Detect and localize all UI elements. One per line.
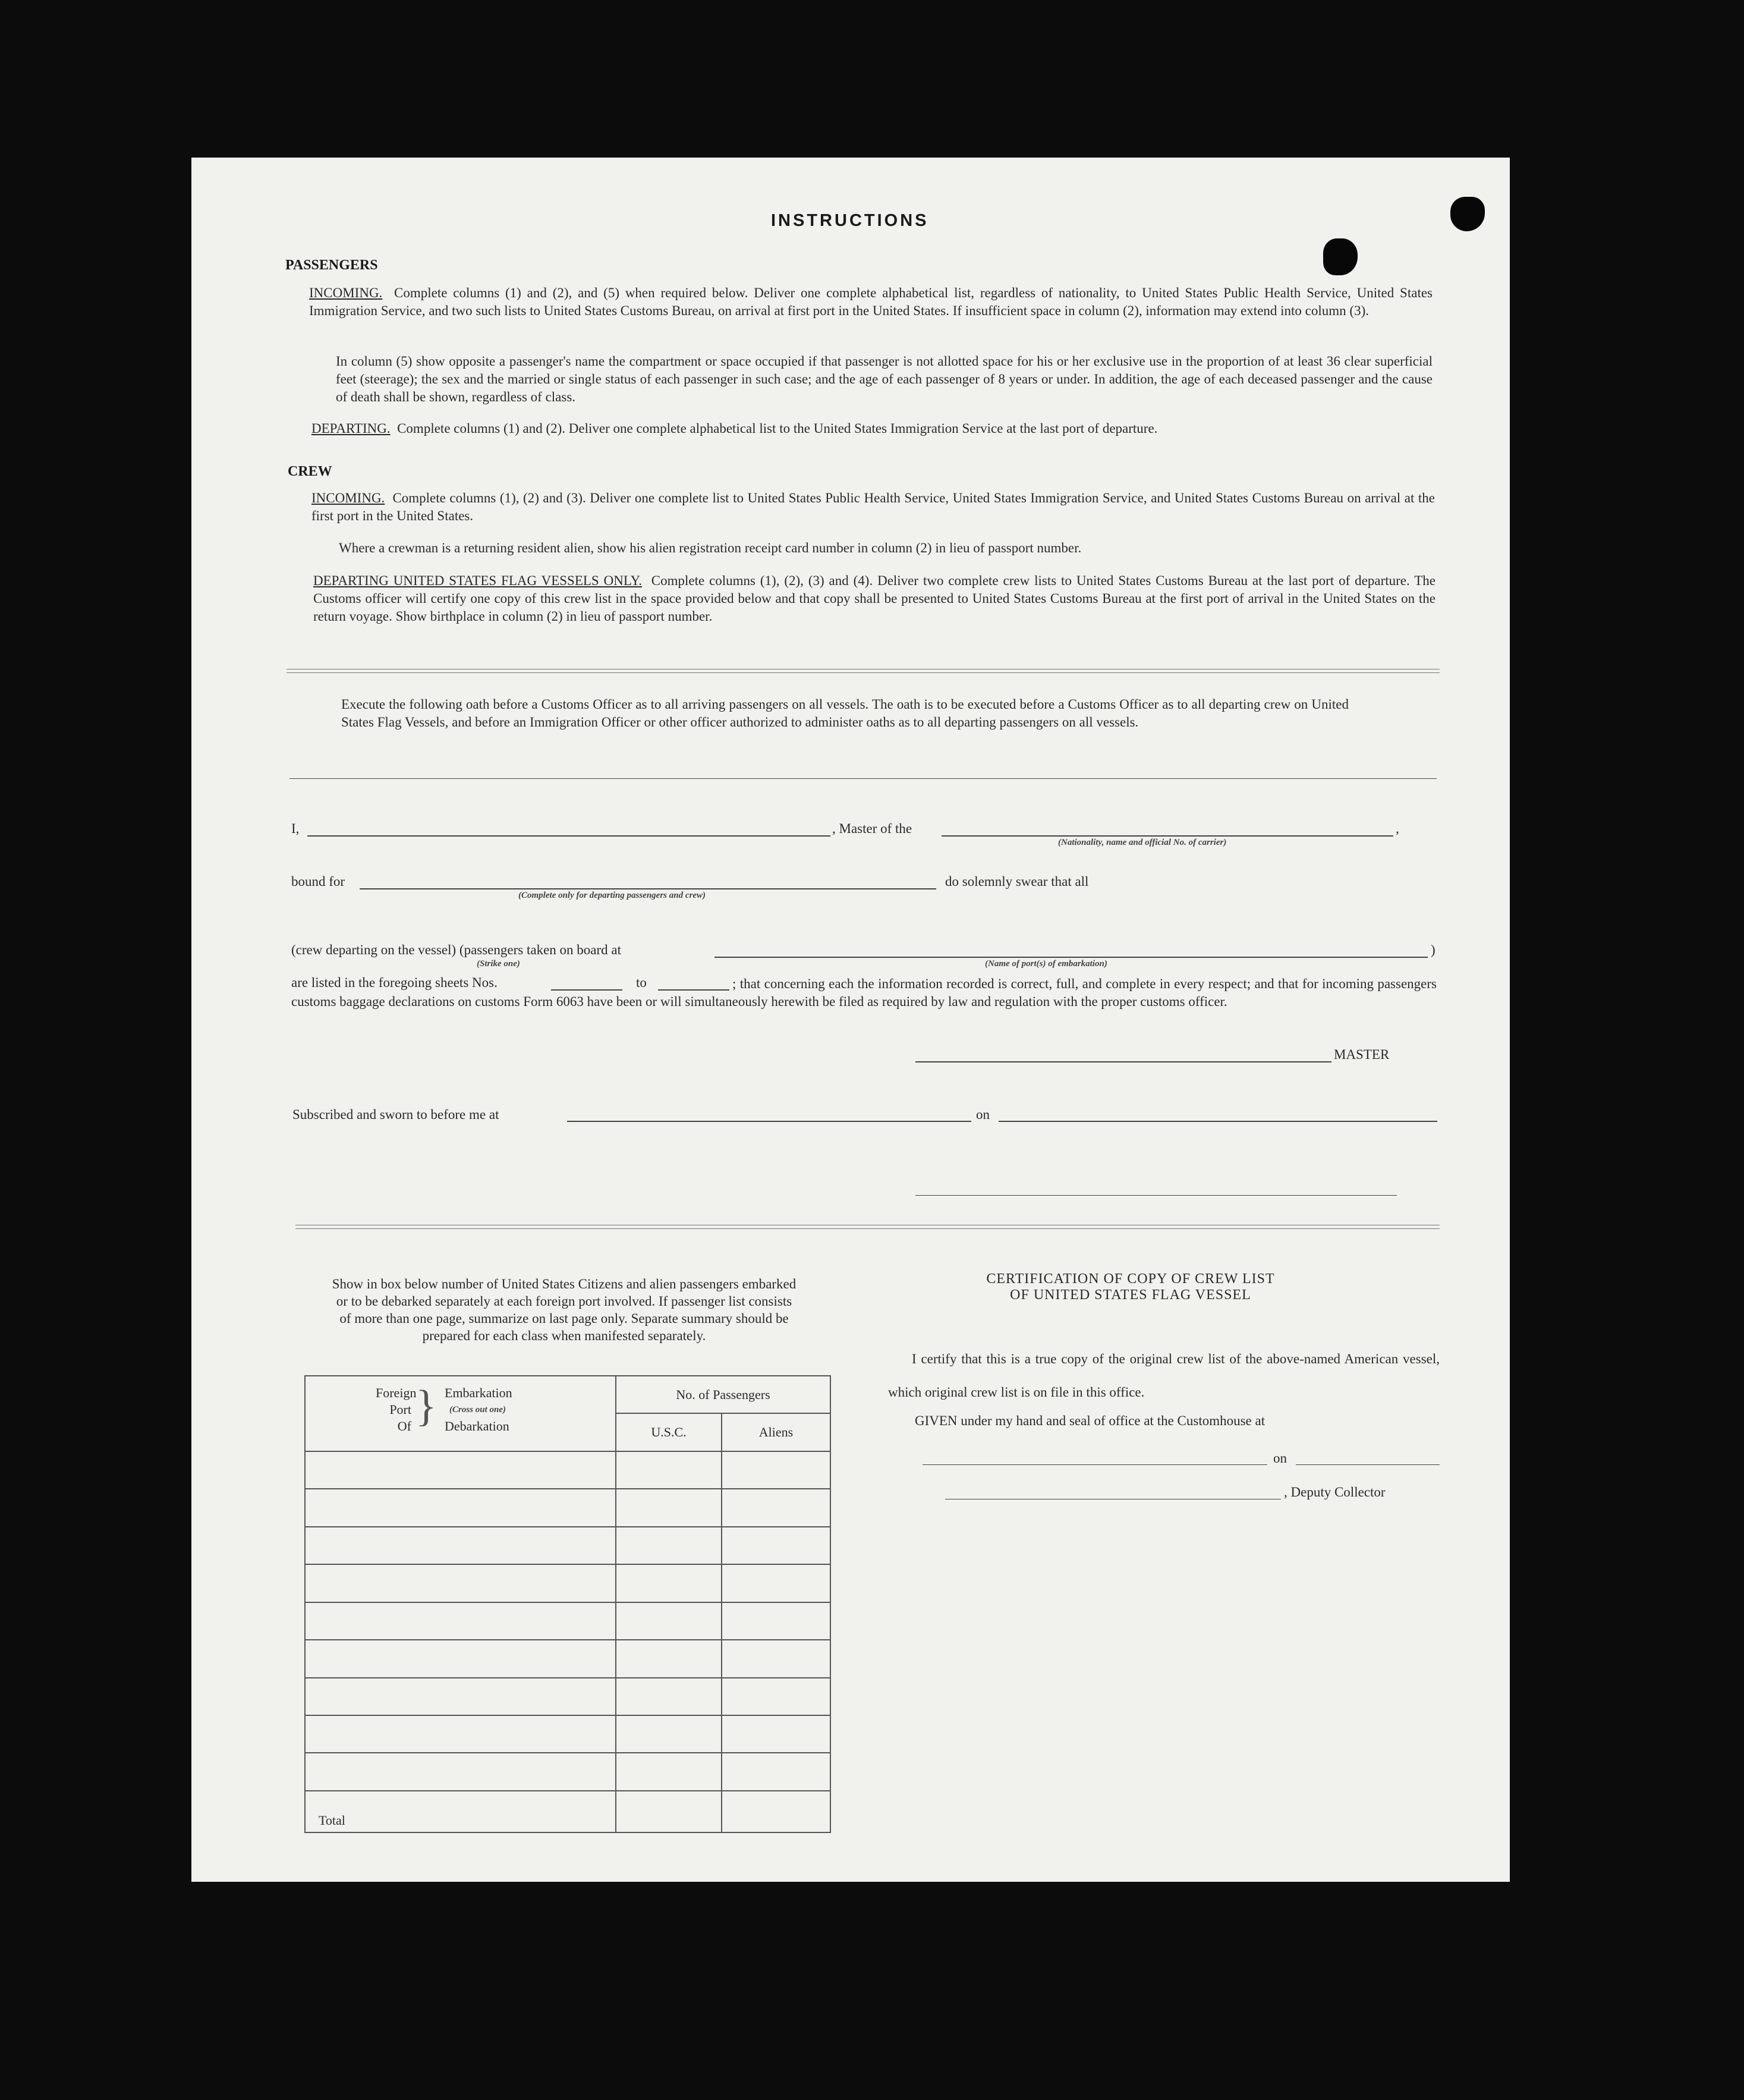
col-foreign-label: Foreign [376,1385,417,1400]
form-page [191,158,1510,1882]
aliens-header: Aliens [722,1413,830,1451]
port-cell[interactable] [305,1753,616,1790]
aliens-cell[interactable] [722,1715,830,1753]
ink-blot-mark [1323,238,1358,275]
deputy-collector-label: , Deputy Collector [1284,1485,1386,1499]
section-divider [287,669,1440,673]
oath-i-label: I, [291,821,300,836]
officer-signature-field[interactable] [915,1195,1397,1196]
port-cell[interactable] [305,1527,616,1564]
passenger-summary-table [304,1375,831,1833]
passengers-departing-text: Complete columns (1) and (2). Deliver one complete alphabetical list to the United States Immigration Service at the last port of departure. [397,421,1158,436]
aliens-cell[interactable] [722,1564,830,1602]
crew-resident-alien-paragraph: Where a crewman is a returning resident alien, show his alien registration receipt card number in column (2) in lieu of passport number. [339,540,1082,555]
passengers-incoming-paragraph [309,284,1433,320]
departing-only-hint: (Complete only for departing passengers and crew) [518,891,706,900]
ink-blot-mark [1450,197,1485,231]
no-passengers-header: No. of Passengers [616,1376,830,1413]
passengers-incoming-label: INCOMING. [309,285,383,300]
col-debarkation-label: Debarkation [445,1419,509,1433]
sheet-to-label: to [636,975,647,990]
port-cell[interactable] [305,1640,616,1677]
listed-in-label: are listed in the foregoing sheets Nos. [291,975,498,990]
customhouse-field[interactable] [923,1464,1267,1465]
crew-departing-label: DEPARTING UNITED STATES FLAG VESSELS ONLY. [313,573,642,588]
crew-incoming-label: INCOMING. [311,491,385,505]
nationality-hint: (Nationality, name and official No. of carrier) [1058,838,1227,847]
port-header-cell [305,1376,616,1451]
master-label: MASTER [1334,1047,1390,1062]
sworn-place-field[interactable] [567,1121,971,1122]
port-cell[interactable] [305,1602,616,1640]
oath-instruction-paragraph: Execute the following oath before a Customs Officer as to all arriving passengers on all vessels. The oath is to be executed before a Customs Officer as to all departing crew on United States Flag Vessels, and before an Immigration Officer or other officer authorized to administer oaths as to all departing passengers on all vessels. [341,697,1349,730]
strike-one-hint: (Strike one) [477,959,520,969]
certification-title-line1: CERTIFICATION OF COPY OF CREW LIST [986,1271,1275,1287]
sworn-date-field[interactable] [999,1121,1437,1122]
embarkation-labels [445,1385,512,1435]
bound-for-field[interactable] [360,888,936,889]
port-cell[interactable] [305,1715,616,1753]
col-embarkation-label: Embarkation [445,1385,512,1400]
aliens-cell[interactable] [722,1602,830,1640]
port-cell[interactable] [305,1678,616,1715]
passengers-heading: PASSENGERS [285,257,378,273]
usc-cell[interactable] [616,1489,722,1526]
sworn-on-label: on [976,1107,990,1122]
usc-cell[interactable] [616,1527,722,1564]
summary-divider [295,1225,1440,1229]
usc-cell[interactable] [616,1564,722,1602]
master-of-label: , Master of the [832,821,912,836]
usc-cell[interactable] [616,1602,722,1640]
brace-icon: } [415,1382,437,1431]
bound-for-label: bound for [291,874,345,889]
aliens-cell[interactable] [722,1527,830,1564]
col-port-label: Port [389,1402,411,1417]
crew-departing-text: Complete columns (1), (2), (3) and (4). Deliver two complete crew lists to United States Customs Bureau at the last port of departure. The Customs officer will certify one copy of this crew list in the space provided below and that copy shall be presented to United States Customs Bureau at the first port of arrival in the United States on the return voyage. Show birthplace in column (2) in lieu of passport number. [313,573,1436,624]
port-cell[interactable] [305,1489,616,1526]
port-header-labels [376,1385,417,1435]
aliens-cell[interactable] [722,1753,830,1790]
embarkation-port-field[interactable] [714,957,1428,958]
oath-statement: ; that concerning each the information recorded is correct, full, and complete in every respect; and that for incoming passengers customs baggage declarations on customs Form 6063 have been or will simultaneously herewith be filed as required by law and regulation with the proper customs officer. [291,976,1437,1009]
certification-title [887,1271,1374,1303]
certification-date-field[interactable] [1296,1464,1440,1465]
certification-title-line2: OF UNITED STATES FLAG VESSEL [1010,1287,1251,1303]
certification-on-label: on [1273,1451,1287,1466]
total-label: Total [305,1791,616,1832]
carrier-field[interactable] [942,835,1393,837]
port-cell[interactable] [305,1451,616,1489]
usc-total-cell[interactable] [616,1791,722,1832]
passengers-departing-label: DEPARTING. [311,421,391,436]
usc-cell[interactable] [616,1451,722,1489]
close-paren: ) [1431,942,1436,957]
passengers-incoming-text: Complete columns (1) and (2), and (5) when required below. Deliver one complete alphabetical list, regardless of nationality, to United States Public Health Service, United States Immigration Service, and two such lists to United States Customs Bureau, on arrival at first port in the United States. If insufficient space in column (2), information may extend into column (3). [309,285,1433,318]
col-of-label: Of [397,1419,411,1433]
col-cross-out-hint: (Cross out one) [449,1405,506,1414]
aliens-cell[interactable] [722,1489,830,1526]
passengers-column5-paragraph: In column (5) show opposite a passenger's name the compartment or space occupied if that passenger is not allotted space for his or her exclusive use in the proportion of at least 36 clear superficial feet (steerage); the sex and the married or single status of each passenger in such case; and the age of each passenger of 8 years or under. In addition, the age of each deceased passenger and the cause of death shall be shown, regardless of class. [336,354,1433,404]
port-hint: (Name of port(s) of embarkation) [985,959,1107,969]
oath-divider [289,778,1437,779]
usc-header: U.S.C. [616,1413,722,1451]
summary-instruction: Show in box below number of United States Citizens and alien passengers embarked or to be debarked separately at each foreign port involved. If passenger list consists of more than one page, summarize on last page only. Separate summary should be prepared for each class when manifested separately. [332,1277,797,1343]
crew-incoming-text: Complete columns (1), (2) and (3). Deliver one complete list to United States Public Health Service, United States Immigration Service, and United States Customs Bureau on arrival at the first port in the United States. [311,491,1435,523]
carrier-comma: , [1396,821,1399,836]
master-signature-field[interactable] [915,1061,1331,1062]
certification-text: I certify that this is a true copy of the original crew list of the above-named American vessel, which original crew list is on file in this office. [888,1351,1440,1400]
crew-incoming-paragraph [311,489,1435,525]
usc-cell[interactable] [616,1678,722,1715]
aliens-total-cell[interactable] [722,1791,830,1832]
given-text: GIVEN under my hand and seal of office at the Customhouse at [915,1413,1265,1428]
usc-cell[interactable] [616,1753,722,1790]
passengers-departing-paragraph [311,420,1435,438]
aliens-cell[interactable] [722,1640,830,1677]
crew-departing-paragraph [313,572,1436,625]
port-cell[interactable] [305,1564,616,1602]
swear-label: do solemnly swear that all [945,874,1089,889]
subscribed-label: Subscribed and sworn to before me at [292,1107,499,1122]
aliens-cell[interactable] [722,1678,830,1715]
page-title: INSTRUCTIONS [771,211,929,230]
usc-cell[interactable] [616,1715,722,1753]
usc-cell[interactable] [616,1640,722,1677]
aliens-cell[interactable] [722,1451,830,1489]
crew-departing-label: (crew departing on the vessel) (passengers taken on board at [291,942,621,957]
master-name-field[interactable] [307,835,830,837]
crew-heading: CREW [288,464,332,479]
